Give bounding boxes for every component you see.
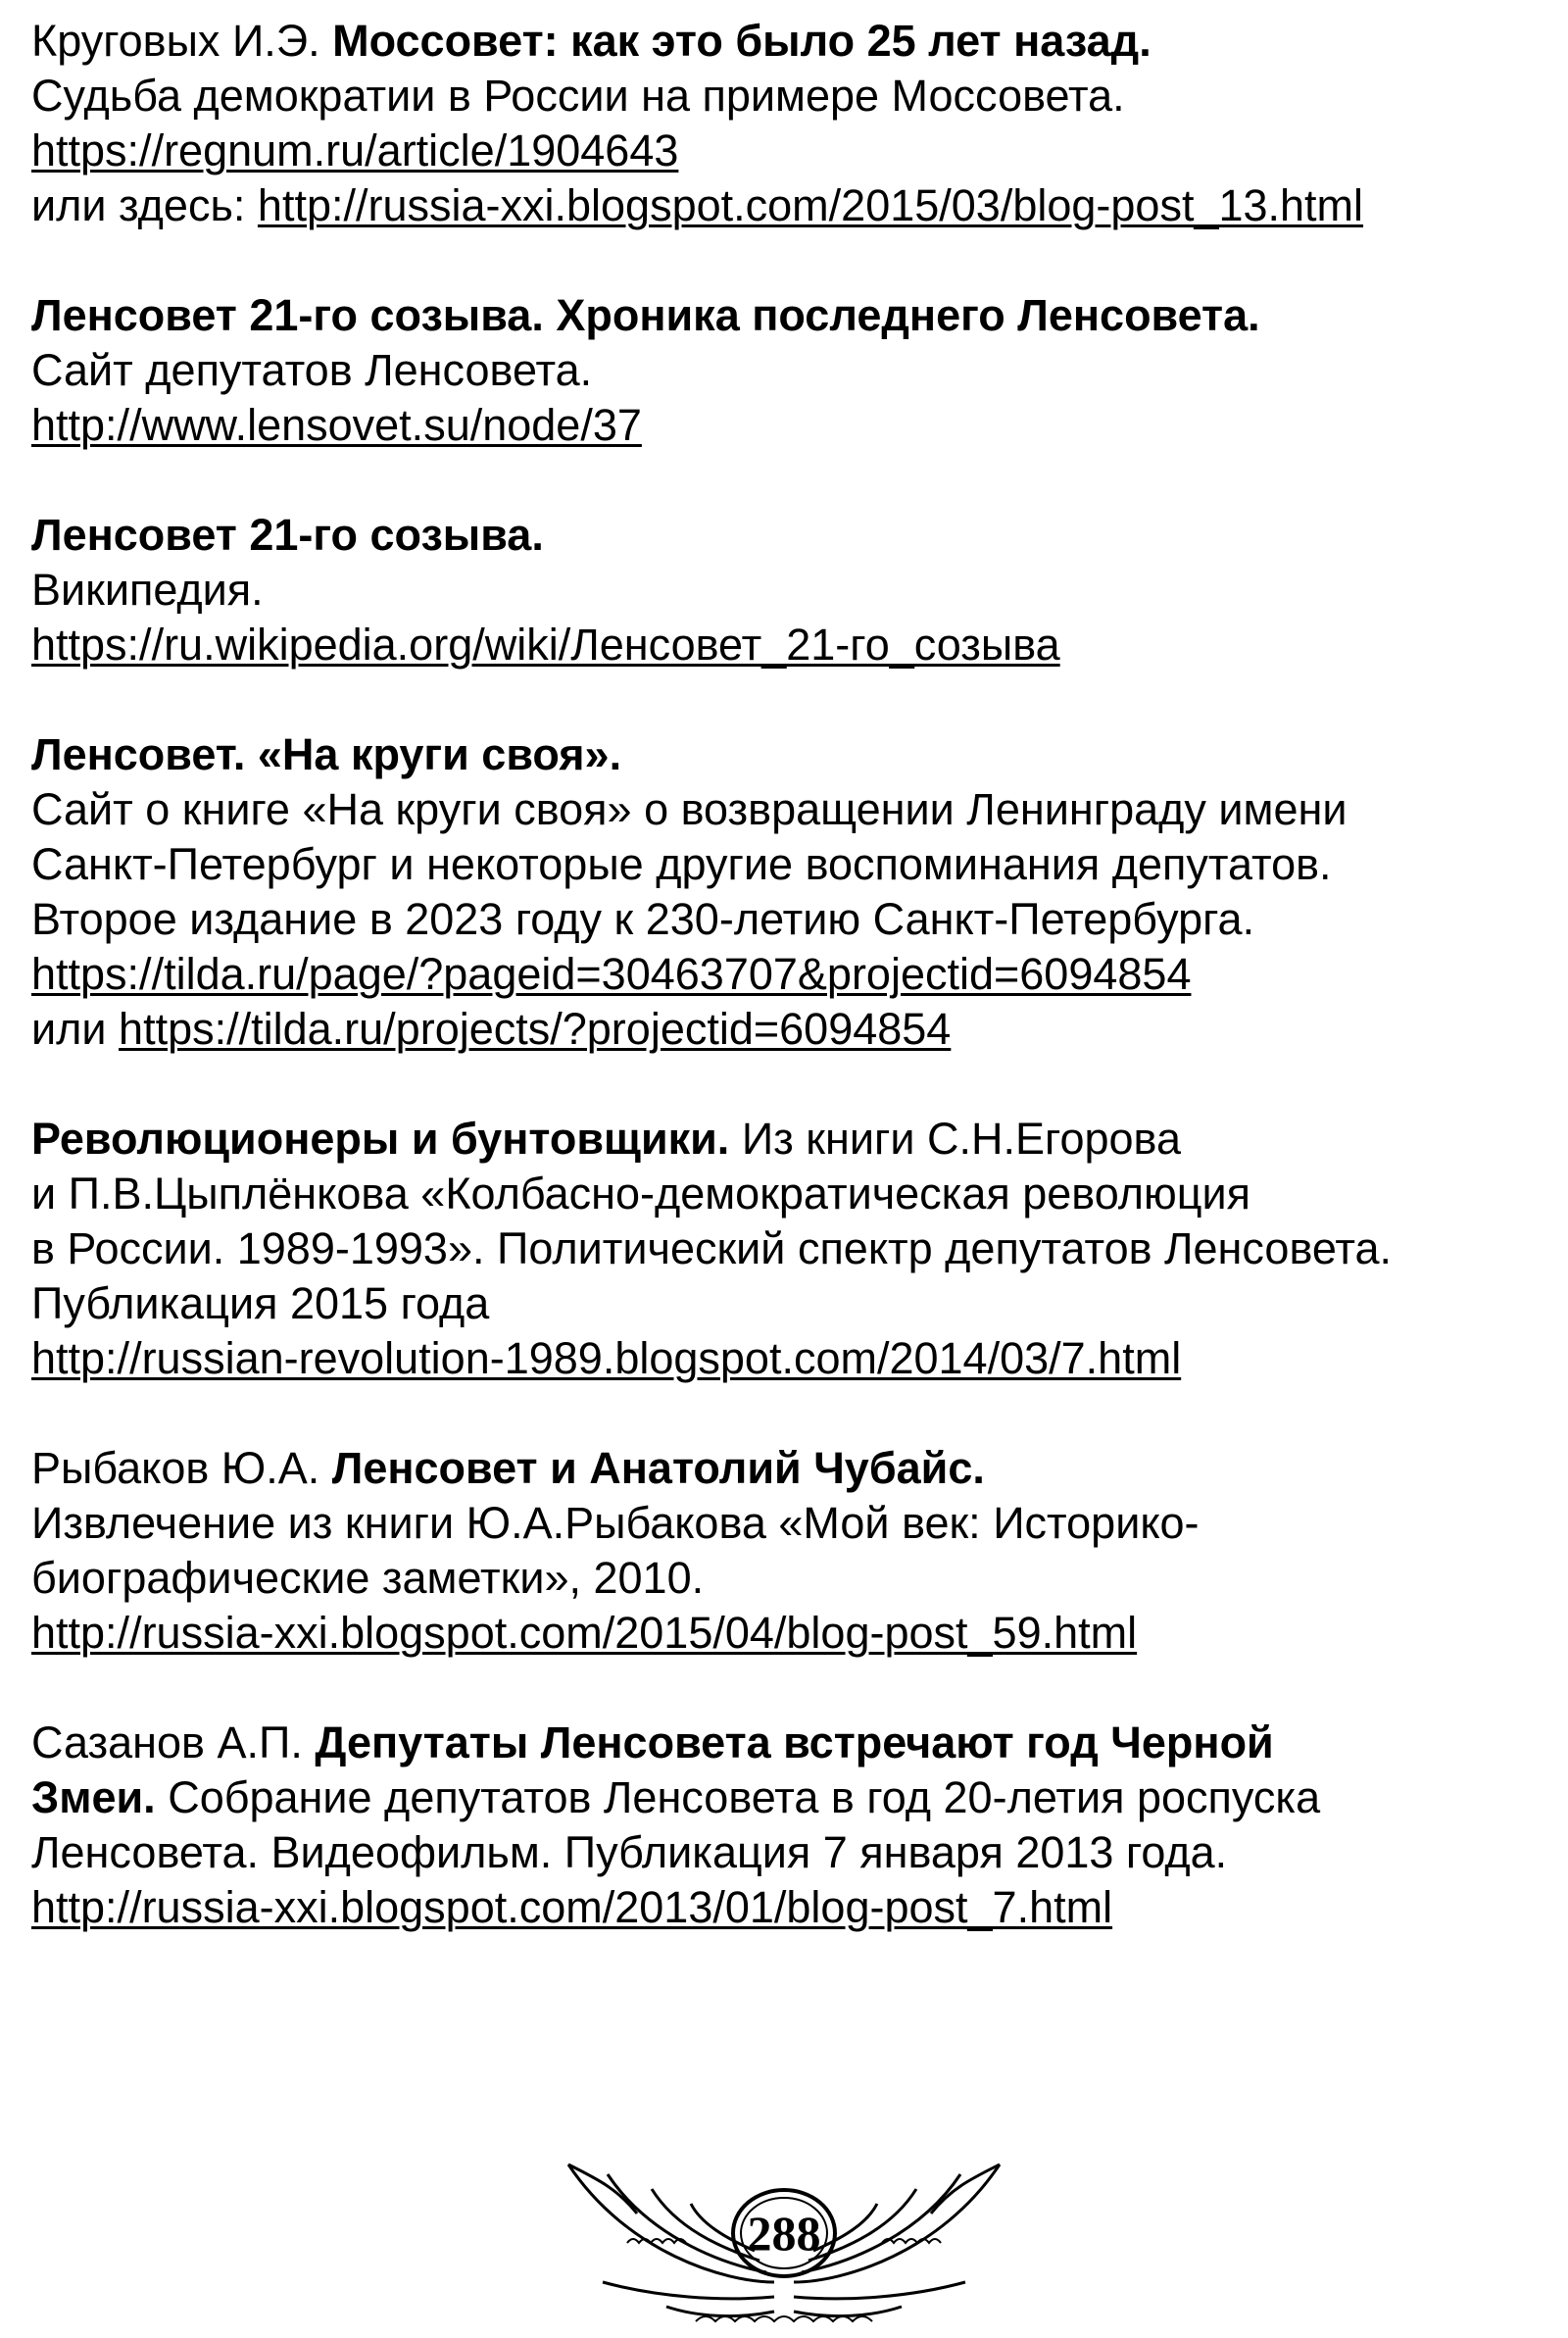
entry-line xyxy=(31,837,1548,892)
entry-title: Депутаты Ленсовета встречают год Черной xyxy=(315,1717,1274,1767)
bibliography-entry xyxy=(31,727,1548,1057)
entry-line xyxy=(31,1606,1548,1661)
entry-line xyxy=(31,892,1548,947)
entry-link[interactable]: https://ru.wikipedia.org/wiki/Ленсовет_21-го_созыва xyxy=(31,620,1060,670)
entry-text: Санкт-Петербург и некоторые другие воспоминания депутатов. xyxy=(31,839,1332,889)
entry-link[interactable]: http://russia-xxi.blogspot.com/2015/03/blog-post_13.html xyxy=(257,180,1364,230)
entry-link[interactable]: http://www.lensovet.su/node/37 xyxy=(31,400,642,450)
entry-line xyxy=(31,1496,1548,1551)
entry-line xyxy=(31,69,1548,124)
entry-text: и П.В.Цыплёнкова «Колбасно-демократическая революция xyxy=(31,1169,1251,1219)
entry-text: Круговых И.Э. xyxy=(31,16,333,66)
entry-line xyxy=(31,1770,1548,1825)
page-number: 288 xyxy=(747,2206,821,2261)
entry-text: биографические заметки», 2010. xyxy=(31,1553,705,1603)
bibliography-entry xyxy=(31,1716,1548,1935)
entry-line xyxy=(31,618,1548,672)
entry-line xyxy=(31,1551,1548,1606)
entry-text: Извлечение из книги Ю.А.Рыбакова «Мой век: Историко- xyxy=(31,1498,1200,1548)
entry-link[interactable]: https://regnum.ru/article/1904643 xyxy=(31,125,679,175)
entry-link[interactable]: http://russia-xxi.blogspot.com/2015/04/blog-post_59.html xyxy=(31,1608,1138,1658)
entry-text: Второе издание в 2023 году к 230-летию Санкт-Петербурга. xyxy=(31,894,1255,944)
entry-text: Рыбаков Ю.А. xyxy=(31,1443,332,1493)
entry-title: Революционеры и бунтовщики. xyxy=(31,1114,730,1164)
entry-line xyxy=(31,1276,1548,1331)
entry-text: Сайт о книге «На круги своя» о возвращении Ленинграду имени xyxy=(31,784,1348,834)
entry-text: Сайт депутатов Ленсовета. xyxy=(31,345,593,395)
entry-text: Публикация 2015 года xyxy=(31,1278,490,1328)
entry-text: или здесь: xyxy=(31,180,258,230)
entry-link[interactable]: http://russian-revolution-1989.blogspot.com/2014/03/7.html xyxy=(31,1333,1182,1383)
entry-line xyxy=(31,14,1548,69)
bibliography-list xyxy=(31,14,1548,1990)
bibliography-entry xyxy=(31,14,1548,233)
entry-line xyxy=(31,782,1548,837)
entry-text: Сазанов А.П. xyxy=(31,1717,316,1767)
entry-line xyxy=(31,124,1548,178)
entry-line xyxy=(31,727,1548,782)
entry-text: Ленсовета. Видеофильм. Публикация 7 января 2013 года. xyxy=(31,1827,1228,1877)
entry-line xyxy=(31,343,1548,398)
entry-link[interactable]: https://tilda.ru/projects/?projectid=6094854 xyxy=(119,1004,952,1054)
entry-line xyxy=(31,1331,1548,1386)
entry-line xyxy=(31,508,1548,563)
entry-title: Ленсовет и Анатолий Чубайс. xyxy=(331,1443,985,1493)
entry-text: Из книги С.Н.Егорова xyxy=(729,1114,1181,1164)
bibliography-entry xyxy=(31,288,1548,453)
entry-title: Моссовет: как это было 25 лет назад. xyxy=(332,16,1152,66)
entry-line xyxy=(31,178,1548,233)
entry-line xyxy=(31,947,1548,1002)
entry-title: Ленсовет. «На круги своя». xyxy=(31,729,622,779)
entry-line xyxy=(31,1825,1548,1880)
entry-text: Википедия. xyxy=(31,565,264,615)
entry-line xyxy=(31,1221,1548,1276)
entry-line xyxy=(31,1002,1548,1057)
entry-title: Ленсовет 21-го созыва. Хроника последнего Ленсовета. xyxy=(31,290,1260,340)
entry-line xyxy=(31,1880,1548,1935)
entry-title: Ленсовет 21-го созыва. xyxy=(31,510,544,560)
page-footer xyxy=(510,2135,1058,2331)
entry-link[interactable]: https://tilda.ru/page/?pageid=30463707&projectid=6094854 xyxy=(31,949,1192,999)
entry-text: Судьба демократии в России на примере Моссовета. xyxy=(31,71,1125,121)
bibliography-entry xyxy=(31,1441,1548,1661)
entry-line xyxy=(31,1441,1548,1496)
entry-line xyxy=(31,1112,1548,1167)
bibliography-entry xyxy=(31,508,1548,672)
entry-text: Собрание депутатов Ленсовета в год 20-летия роспуска xyxy=(155,1772,1321,1822)
entry-text: или xyxy=(31,1004,120,1054)
entry-text: в России. 1989-1993». Политический спектр депутатов Ленсовета. xyxy=(31,1223,1393,1273)
entry-title: Змеи. xyxy=(31,1772,156,1822)
entry-link[interactable]: http://russia-xxi.blogspot.com/2013/01/blog-post_7.html xyxy=(31,1882,1113,1932)
entry-line xyxy=(31,1167,1548,1221)
bibliography-entry xyxy=(31,1112,1548,1386)
entry-line xyxy=(31,288,1548,343)
entry-line xyxy=(31,398,1548,453)
entry-line xyxy=(31,1716,1548,1770)
entry-line xyxy=(31,563,1548,618)
